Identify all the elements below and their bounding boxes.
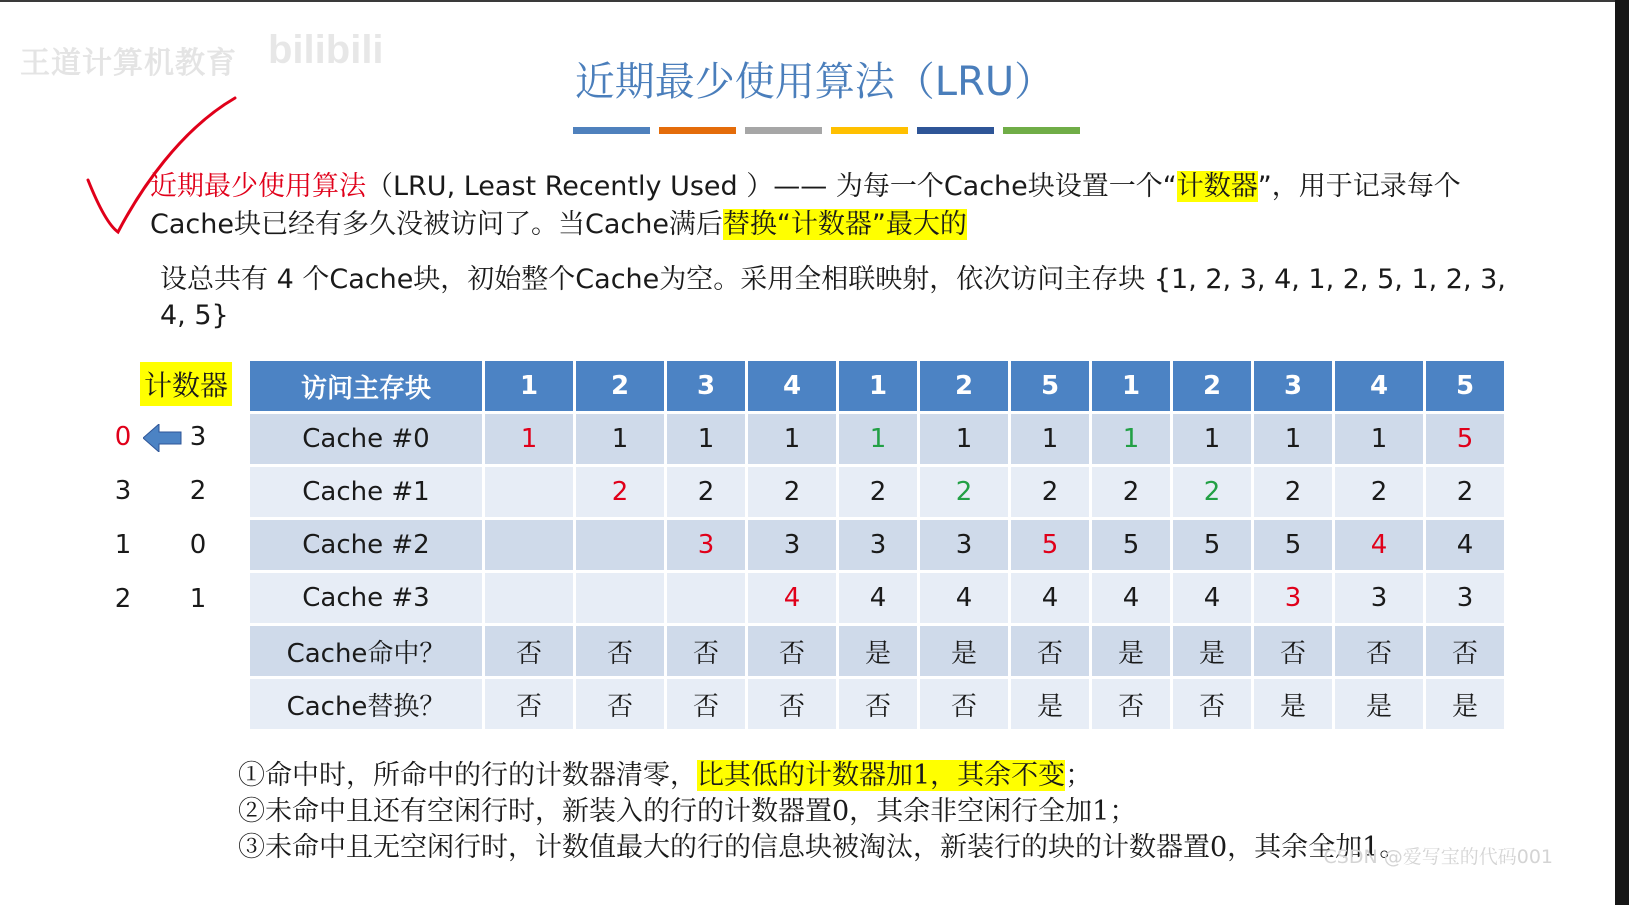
table-row	[249, 678, 1506, 731]
table-cell: 2	[838, 466, 919, 519]
page-title: 近期最少使用算法（LRU）	[574, 59, 1055, 105]
table-cell: 是	[838, 625, 919, 678]
table-cell: 1	[666, 413, 747, 466]
lru-table	[247, 358, 1507, 732]
table-cell: 2	[1253, 466, 1334, 519]
counter-value: 2	[114, 584, 132, 614]
table-cell: 否	[1253, 625, 1334, 678]
counter-block: 0	[189, 530, 207, 560]
counter-block: 1	[189, 584, 207, 614]
table-cell: 3	[666, 519, 747, 572]
title-color-bar	[573, 127, 650, 134]
row-label: Cache #2	[249, 519, 484, 572]
table-cell: 是	[1091, 625, 1172, 678]
table-row	[249, 572, 1506, 625]
table-cell: 5	[1172, 519, 1253, 572]
table-cell: 2	[1091, 466, 1172, 519]
table-cell: 否	[1425, 625, 1506, 678]
table-cell: 否	[1334, 625, 1425, 678]
definition-text1: 为每一个Cache块设置一个“	[827, 171, 1177, 202]
rule-1-end: ；	[1065, 760, 1093, 791]
header-access-cell: 1	[1091, 360, 1172, 413]
table-cell: 是	[1425, 678, 1506, 731]
top-border	[0, 0, 1629, 2]
title-color-bar	[745, 127, 822, 134]
row-label: Cache替换？	[249, 678, 484, 731]
table-cell: 5	[1010, 519, 1091, 572]
table-cell: 3	[838, 519, 919, 572]
header-access-cell: 5	[1010, 360, 1091, 413]
table-cell: 是	[1172, 625, 1253, 678]
table-cell: 2	[666, 466, 747, 519]
table-cell: 5	[1425, 413, 1506, 466]
problem-statement: 设总共有 4 个Cache块，初始整个Cache为空。采用全相联映射，依次访问主存块 {1, 2, 3, 4, 1, 2, 5, 1, 2, 3, 4, 5}	[160, 264, 1506, 331]
table-cell: 否	[575, 625, 666, 678]
definition-paren: （LRU, Least Recently Used ）——	[366, 171, 828, 202]
table-cell: 否	[484, 625, 575, 678]
table-cell	[484, 572, 575, 625]
table-cell: 是	[1010, 678, 1091, 731]
table-cell: 4	[1425, 519, 1506, 572]
table-cell: 1	[838, 413, 919, 466]
highlight-counter: 计数器	[1176, 171, 1258, 202]
header-access-cell: 5	[1425, 360, 1506, 413]
table-cell: 5	[1091, 519, 1172, 572]
table-cell: 4	[919, 572, 1010, 625]
table-cell: 2	[1010, 466, 1091, 519]
table-cell	[666, 572, 747, 625]
counter-value: 0	[114, 422, 132, 452]
table-cell: 否	[747, 678, 838, 731]
table-cell: 3	[919, 519, 1010, 572]
definition-term: 近期最少使用算法	[150, 171, 366, 202]
rule-1-highlight: 比其低的计数器加1，其余不变	[697, 760, 1066, 791]
table-cell: 4	[838, 572, 919, 625]
header-access-cell: 3	[666, 360, 747, 413]
title-color-bar	[659, 127, 736, 134]
definition-paragraph	[150, 168, 1540, 244]
table-cell: 1	[747, 413, 838, 466]
header-access-cell: 2	[575, 360, 666, 413]
right-edge-bar	[1615, 0, 1629, 905]
highlight-replace: 替换“计数器”最大的	[722, 209, 967, 240]
table-cell: 1	[1091, 413, 1172, 466]
table-cell	[575, 572, 666, 625]
counter-title: 计数器	[140, 362, 232, 406]
row-label: Cache命中？	[249, 625, 484, 678]
row-label: Cache #3	[249, 572, 484, 625]
table-cell: 3	[747, 519, 838, 572]
csdn-watermark: CSDN @爱写宝的代码001	[1323, 846, 1553, 868]
table-cell: 2	[575, 466, 666, 519]
table-cell: 2	[1334, 466, 1425, 519]
table-cell: 否	[838, 678, 919, 731]
header-label: 访问主存块	[249, 360, 484, 413]
counter-block: 3	[189, 422, 207, 452]
table-cell: 是	[919, 625, 1010, 678]
title-color-bar	[831, 127, 908, 134]
table-cell: 否	[1172, 678, 1253, 731]
table-cell: 1	[1253, 413, 1334, 466]
table-cell: 4	[1091, 572, 1172, 625]
rule-2: ②未命中且还有空闲行时，新装入的行的计数器置0，其余非空闲行全加1；	[238, 796, 1137, 827]
table-cell: 否	[484, 678, 575, 731]
table-cell: 1	[1010, 413, 1091, 466]
row-label: Cache #0	[249, 413, 484, 466]
table-cell: 4	[747, 572, 838, 625]
table-row	[249, 466, 1506, 519]
table-row	[249, 413, 1506, 466]
table-row	[249, 519, 1506, 572]
table-cell: 是	[1253, 678, 1334, 731]
table-cell: 4	[1334, 519, 1425, 572]
table-cell: 1	[484, 413, 575, 466]
arrow-left-icon	[143, 424, 183, 452]
table-cell: 否	[575, 678, 666, 731]
table-cell: 1	[919, 413, 1010, 466]
table-cell: 4	[1010, 572, 1091, 625]
header-access-cell: 2	[919, 360, 1010, 413]
table-cell: 1	[575, 413, 666, 466]
counter-value: 1	[114, 530, 132, 560]
rules-notes	[238, 758, 1406, 866]
rule-1	[238, 758, 1406, 794]
table-cell: 2	[747, 466, 838, 519]
table-cell	[575, 519, 666, 572]
table-cell: 2	[1172, 466, 1253, 519]
table-cell: 否	[1091, 678, 1172, 731]
table-cell	[484, 466, 575, 519]
header-access-cell: 1	[484, 360, 575, 413]
header-access-cell: 4	[747, 360, 838, 413]
definition-text2: ”，用于记录每个Cache块已经有多久没被访问了。当Cache满后	[150, 171, 1461, 240]
table-cell: 2	[1425, 466, 1506, 519]
table-cell: 否	[747, 625, 838, 678]
title-color-bar	[917, 127, 994, 134]
header-access-cell: 3	[1253, 360, 1334, 413]
table-cell: 4	[1172, 572, 1253, 625]
title-color-bar	[1003, 127, 1080, 134]
table-cell: 否	[919, 678, 1010, 731]
table-cell: 3	[1253, 572, 1334, 625]
row-label: Cache #1	[249, 466, 484, 519]
watermark-logo: bilibili	[268, 28, 384, 72]
table-cell: 3	[1334, 572, 1425, 625]
table-row	[249, 625, 1506, 678]
counter-block: 2	[189, 476, 207, 506]
table-cell: 2	[919, 466, 1010, 519]
header-access-cell: 2	[1172, 360, 1253, 413]
table-cell: 1	[1172, 413, 1253, 466]
counter-value: 3	[114, 476, 132, 506]
watermark-text: 王道计算机教育	[20, 46, 237, 81]
header-access-cell: 4	[1334, 360, 1425, 413]
header-access-cell: 1	[838, 360, 919, 413]
table-cell: 否	[1010, 625, 1091, 678]
table-cell: 1	[1334, 413, 1425, 466]
title-color-bars	[573, 127, 1080, 134]
table-cell: 否	[666, 625, 747, 678]
table-cell: 3	[1425, 572, 1506, 625]
table-cell	[484, 519, 575, 572]
rule-3: ③未命中且无空闲行时，计数值最大的行的信息块被淘汰，新装行的块的计数器置0，其余全加1。	[238, 832, 1407, 863]
table-cell: 否	[666, 678, 747, 731]
table-header-row	[249, 360, 1506, 413]
table-cell: 是	[1334, 678, 1425, 731]
rule-1-text: ①命中时，所命中的行的计数器清零，	[238, 760, 697, 791]
table-cell: 5	[1253, 519, 1334, 572]
